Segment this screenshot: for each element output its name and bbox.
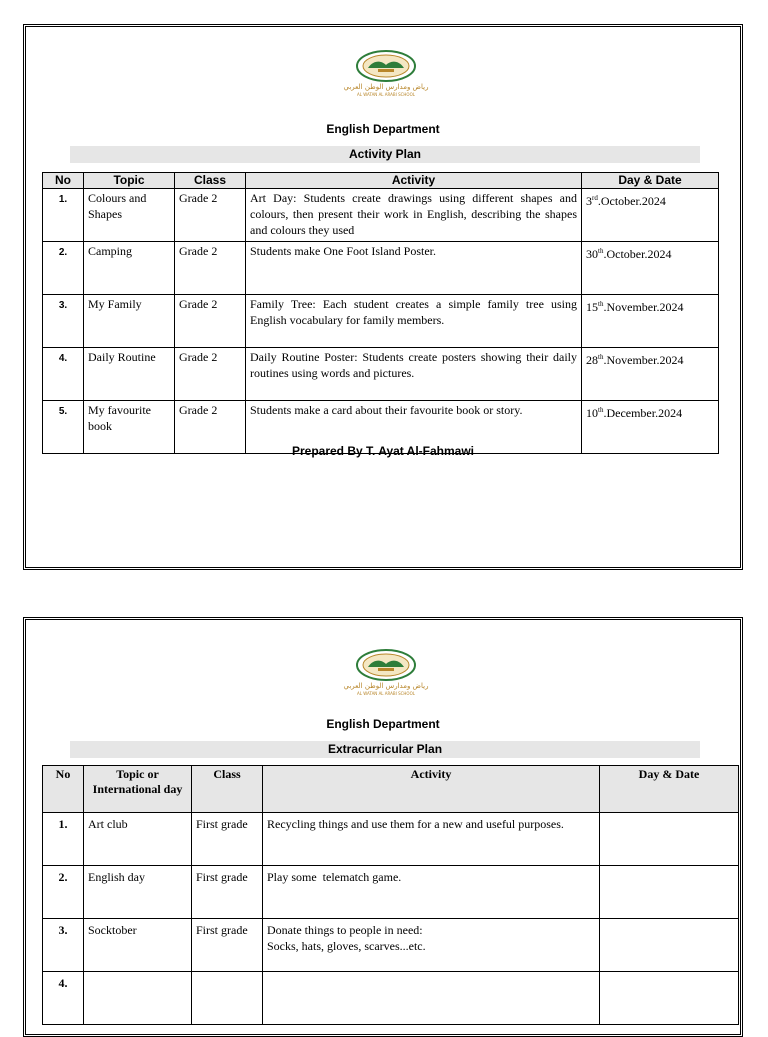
row-topic: My Family [84,295,175,348]
row-number: 4. [43,972,84,1025]
department-title: English Department [326,122,440,136]
table-header-row [43,173,719,189]
row-date [582,189,719,242]
date-suffix: th [598,406,604,414]
department-title: English Department [326,717,440,731]
row-number: 2. [43,866,84,919]
table-row [43,189,719,242]
row-number: 5. [43,401,84,454]
header-no: No [43,173,84,189]
date-month-year: .October.2024 [603,247,672,261]
table-header-row [43,766,739,813]
date-month-year: .November.2024 [603,300,684,314]
row-activity: Students make One Foot Island Poster. [246,242,582,295]
row-number: 3. [43,295,84,348]
row-activity [263,972,600,1025]
school-emblem-icon [354,49,418,83]
table-row [43,972,739,1025]
activity-plan-page [23,24,743,570]
row-activity [263,919,600,972]
header-class: Class [175,173,246,189]
logo-arabic-name: رياض ومدارس الوطن العربي [343,682,429,690]
activity-plan-table [42,172,719,454]
table-row [43,919,739,972]
row-topic: Camping [84,242,175,295]
row-activity [263,813,600,866]
table-row [43,866,739,919]
date-month-year: .December.2024 [603,406,683,420]
table-row [43,295,719,348]
school-logo [326,49,446,97]
header-topic: Topic or International day [84,766,192,813]
row-activity: Art Day: Students create drawings using different shapes and colours, then present their work in English, describing the shapes and colours they used [246,189,582,242]
school-logo [326,648,446,696]
table-row [43,813,739,866]
row-topic: Colours and Shapes [84,189,175,242]
date-month-year: .November.2024 [603,353,684,367]
row-topic: Daily Routine [84,348,175,401]
row-date [600,813,739,866]
date-suffix: th [598,247,604,255]
row-number: 1. [43,813,84,866]
extracurricular-plan-table [42,765,739,1025]
row-topic: English day [84,866,192,919]
row-topic [84,972,192,1025]
date-day: 30 [586,247,598,261]
row-number: 4. [43,348,84,401]
row-topic: Socktober [84,919,192,972]
header-class: Class [192,766,263,813]
row-class: First grade [192,813,263,866]
header-date: Day & Date [600,766,739,813]
row-class: First grade [192,866,263,919]
date-suffix: rd [592,194,598,202]
activity-line: Recycling things and use them for a new and useful purposes. [267,817,564,831]
date-day: 3 [586,194,592,208]
header-date: Day & Date [582,173,719,189]
table-row [43,242,719,295]
header-activity: Activity [246,173,582,189]
plan-title: Activity Plan [70,146,700,163]
row-date [600,919,739,972]
row-activity [263,866,600,919]
row-number: 3. [43,919,84,972]
row-date [600,972,739,1025]
school-emblem-icon [354,648,418,682]
header-topic: Topic [84,173,175,189]
row-class: Grade 2 [175,189,246,242]
activity-line: Play some telematch game. [267,870,402,884]
row-class [192,972,263,1025]
row-class: Grade 2 [175,295,246,348]
row-date [582,295,719,348]
row-date [582,348,719,401]
header-no: No [43,766,84,813]
date-day: 28 [586,353,598,367]
extracurricular-plan-page [23,617,743,1037]
row-topic: Art club [84,813,192,866]
date-suffix: th [598,353,604,361]
row-activity: Family Tree: Each student creates a simple family tree using English vocabulary for family members. [246,295,582,348]
row-date [600,866,739,919]
logo-english-name: AL WATAN AL ARABI SCHOOL [357,691,415,696]
date-day: 15 [586,300,598,314]
row-number: 1. [43,189,84,242]
activity-line: Donate things to people in need: [267,923,423,937]
prepared-by: Prepared By T. Ayat Al-Fahmawi [291,444,475,458]
row-activity: Students make a card about their favourite book or story. [246,401,582,454]
header-activity: Activity [263,766,600,813]
logo-arabic-name: رياض ومدارس الوطن العربي [343,83,429,91]
activity-line: Socks, hats, gloves, scarves...etc. [267,939,426,953]
row-class: Grade 2 [175,242,246,295]
row-number: 2. [43,242,84,295]
row-class: First grade [192,919,263,972]
row-class: Grade 2 [175,348,246,401]
date-day: 10 [586,406,598,420]
row-date [582,242,719,295]
row-class: Grade 2 [175,401,246,454]
date-month-year: .October.2024 [597,194,666,208]
logo-english-name: AL WATAN AL ARABI SCHOOL [357,92,415,97]
date-suffix: th [598,300,604,308]
row-activity: Daily Routine Poster: Students create posters showing their daily routines using words and pictures. [246,348,582,401]
row-topic: My favourite book [84,401,175,454]
table-row [43,348,719,401]
plan-title: Extracurricular Plan [70,741,700,758]
